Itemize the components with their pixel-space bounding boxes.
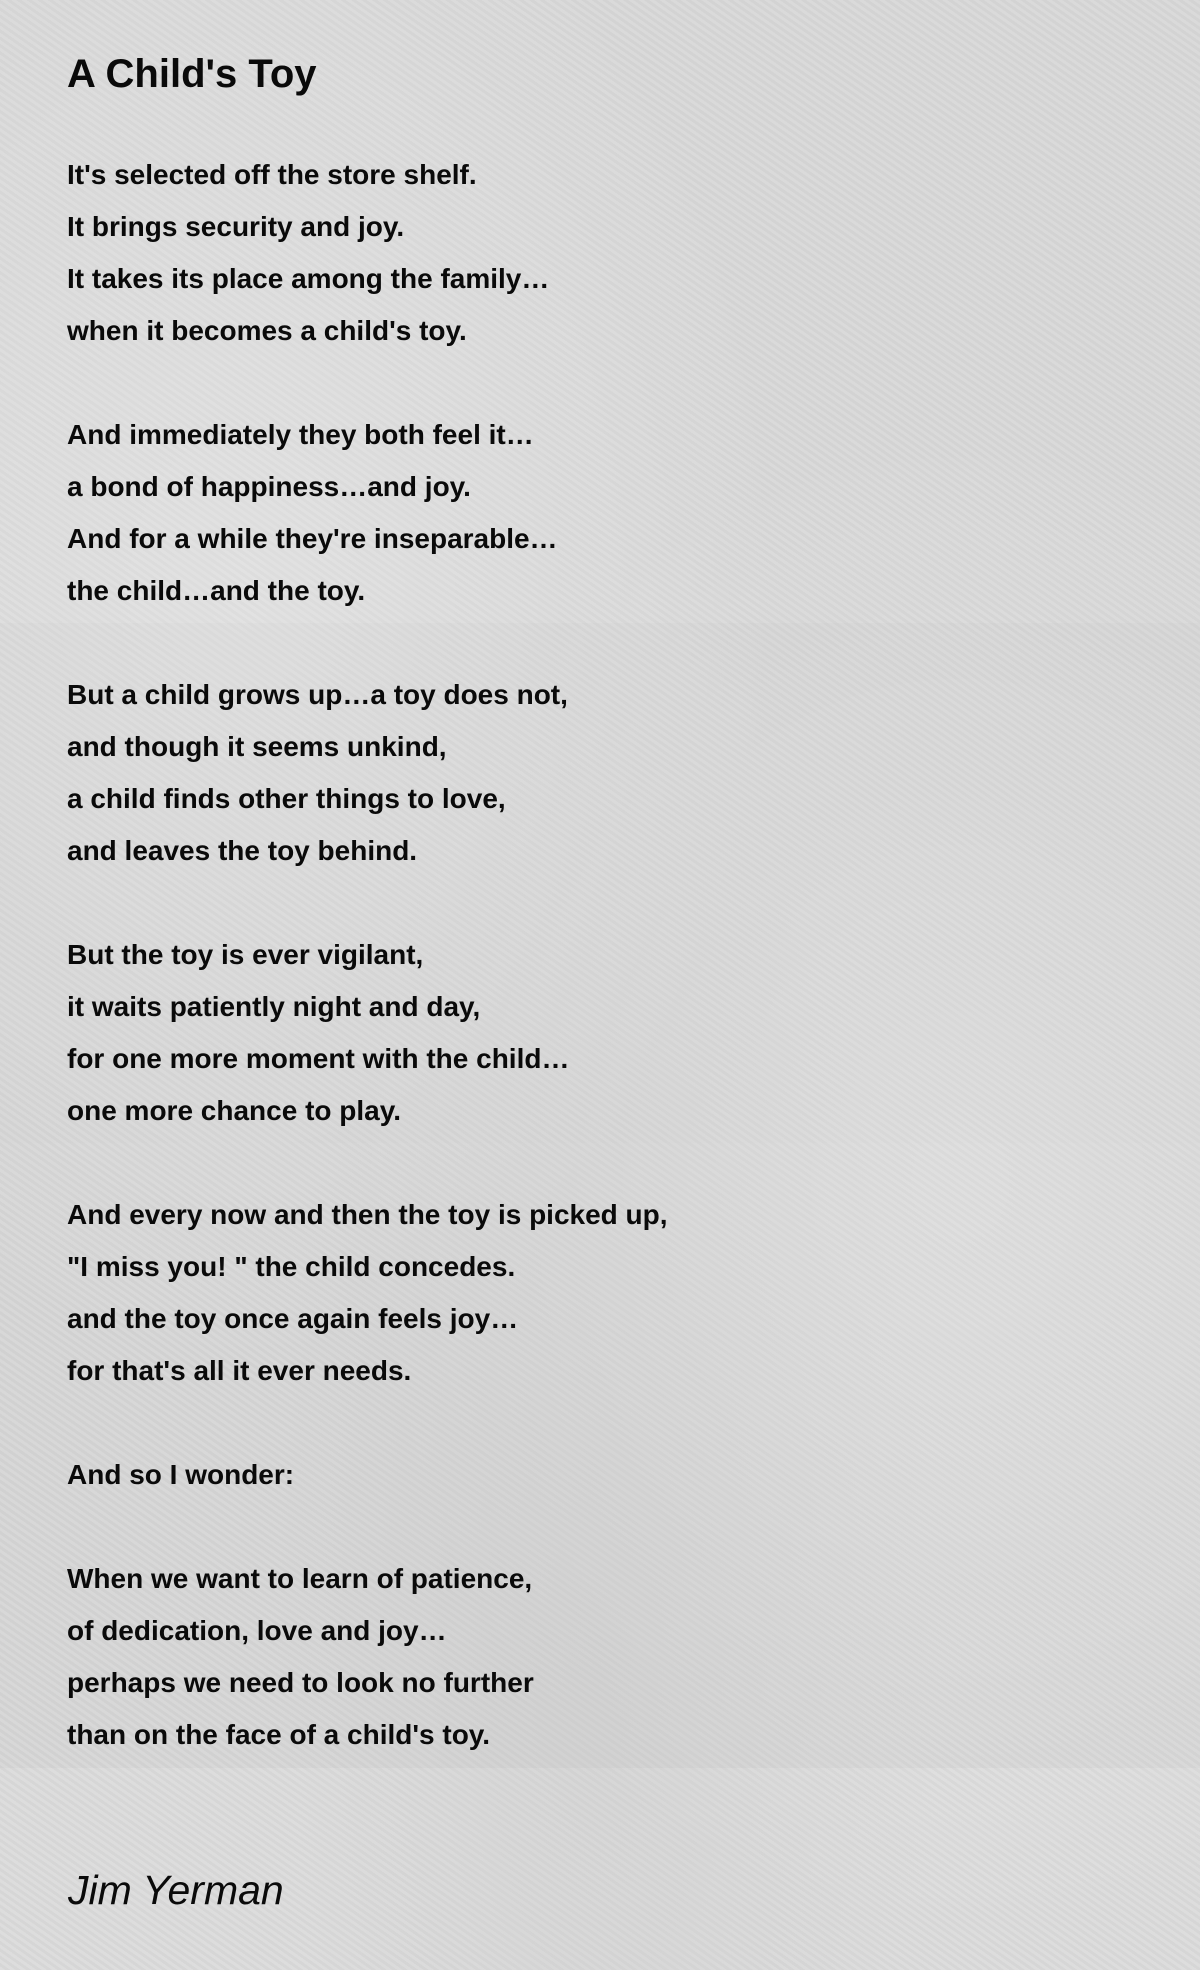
poem-line: and though it seems unkind, [67, 731, 447, 762]
poem-line: It takes its place among the family… [67, 263, 550, 294]
poem-line: And so I wonder: [67, 1459, 295, 1490]
stanza-break [67, 877, 668, 929]
poem-line: It's selected off the store shelf. [67, 159, 477, 190]
poem-line: perhaps we need to look no further [67, 1667, 534, 1698]
poem-line: for one more moment with the child… [67, 1043, 570, 1074]
poem-line: When we want to learn of patience, [67, 1563, 533, 1594]
poem-line: And every now and then the toy is picked up, [67, 1199, 668, 1230]
poem-line: it waits patiently night and day, [67, 991, 481, 1022]
poem-line: the child…and the toy. [67, 575, 366, 606]
poem-line: It brings security and joy. [67, 211, 405, 242]
poem-line: of dedication, love and joy… [67, 1615, 447, 1646]
poem-line: And immediately they both feel it… [67, 419, 534, 450]
stanza-break [67, 617, 668, 669]
poem-line: when it becomes a child's toy. [67, 315, 467, 346]
stanza-break [67, 357, 668, 409]
poem-line: and the toy once again feels joy… [67, 1303, 519, 1334]
stanza-break [67, 1137, 668, 1189]
poem-title: A Child's Toy [67, 52, 317, 96]
poem-line: But the toy is ever vigilant, [67, 939, 424, 970]
poem-line: than on the face of a child's toy. [67, 1719, 491, 1750]
stanza-break [67, 1397, 668, 1449]
poem-line: But a child grows up…a toy does not, [67, 679, 568, 710]
poem-line: for that's all it ever needs. [67, 1355, 412, 1386]
poem-line: "I miss you! " the child concedes. [67, 1251, 516, 1282]
poem-line: And for a while they're inseparable… [67, 523, 558, 554]
poem-body [67, 149, 668, 1761]
poem-line: a bond of happiness…and joy. [67, 471, 471, 502]
poem-line: and leaves the toy behind. [67, 835, 418, 866]
poem-author: Jim Yerman [68, 1867, 284, 1913]
poem-line: a child finds other things to love, [67, 783, 506, 814]
poem-line: one more chance to play. [67, 1095, 402, 1126]
stanza-break [67, 1501, 668, 1553]
